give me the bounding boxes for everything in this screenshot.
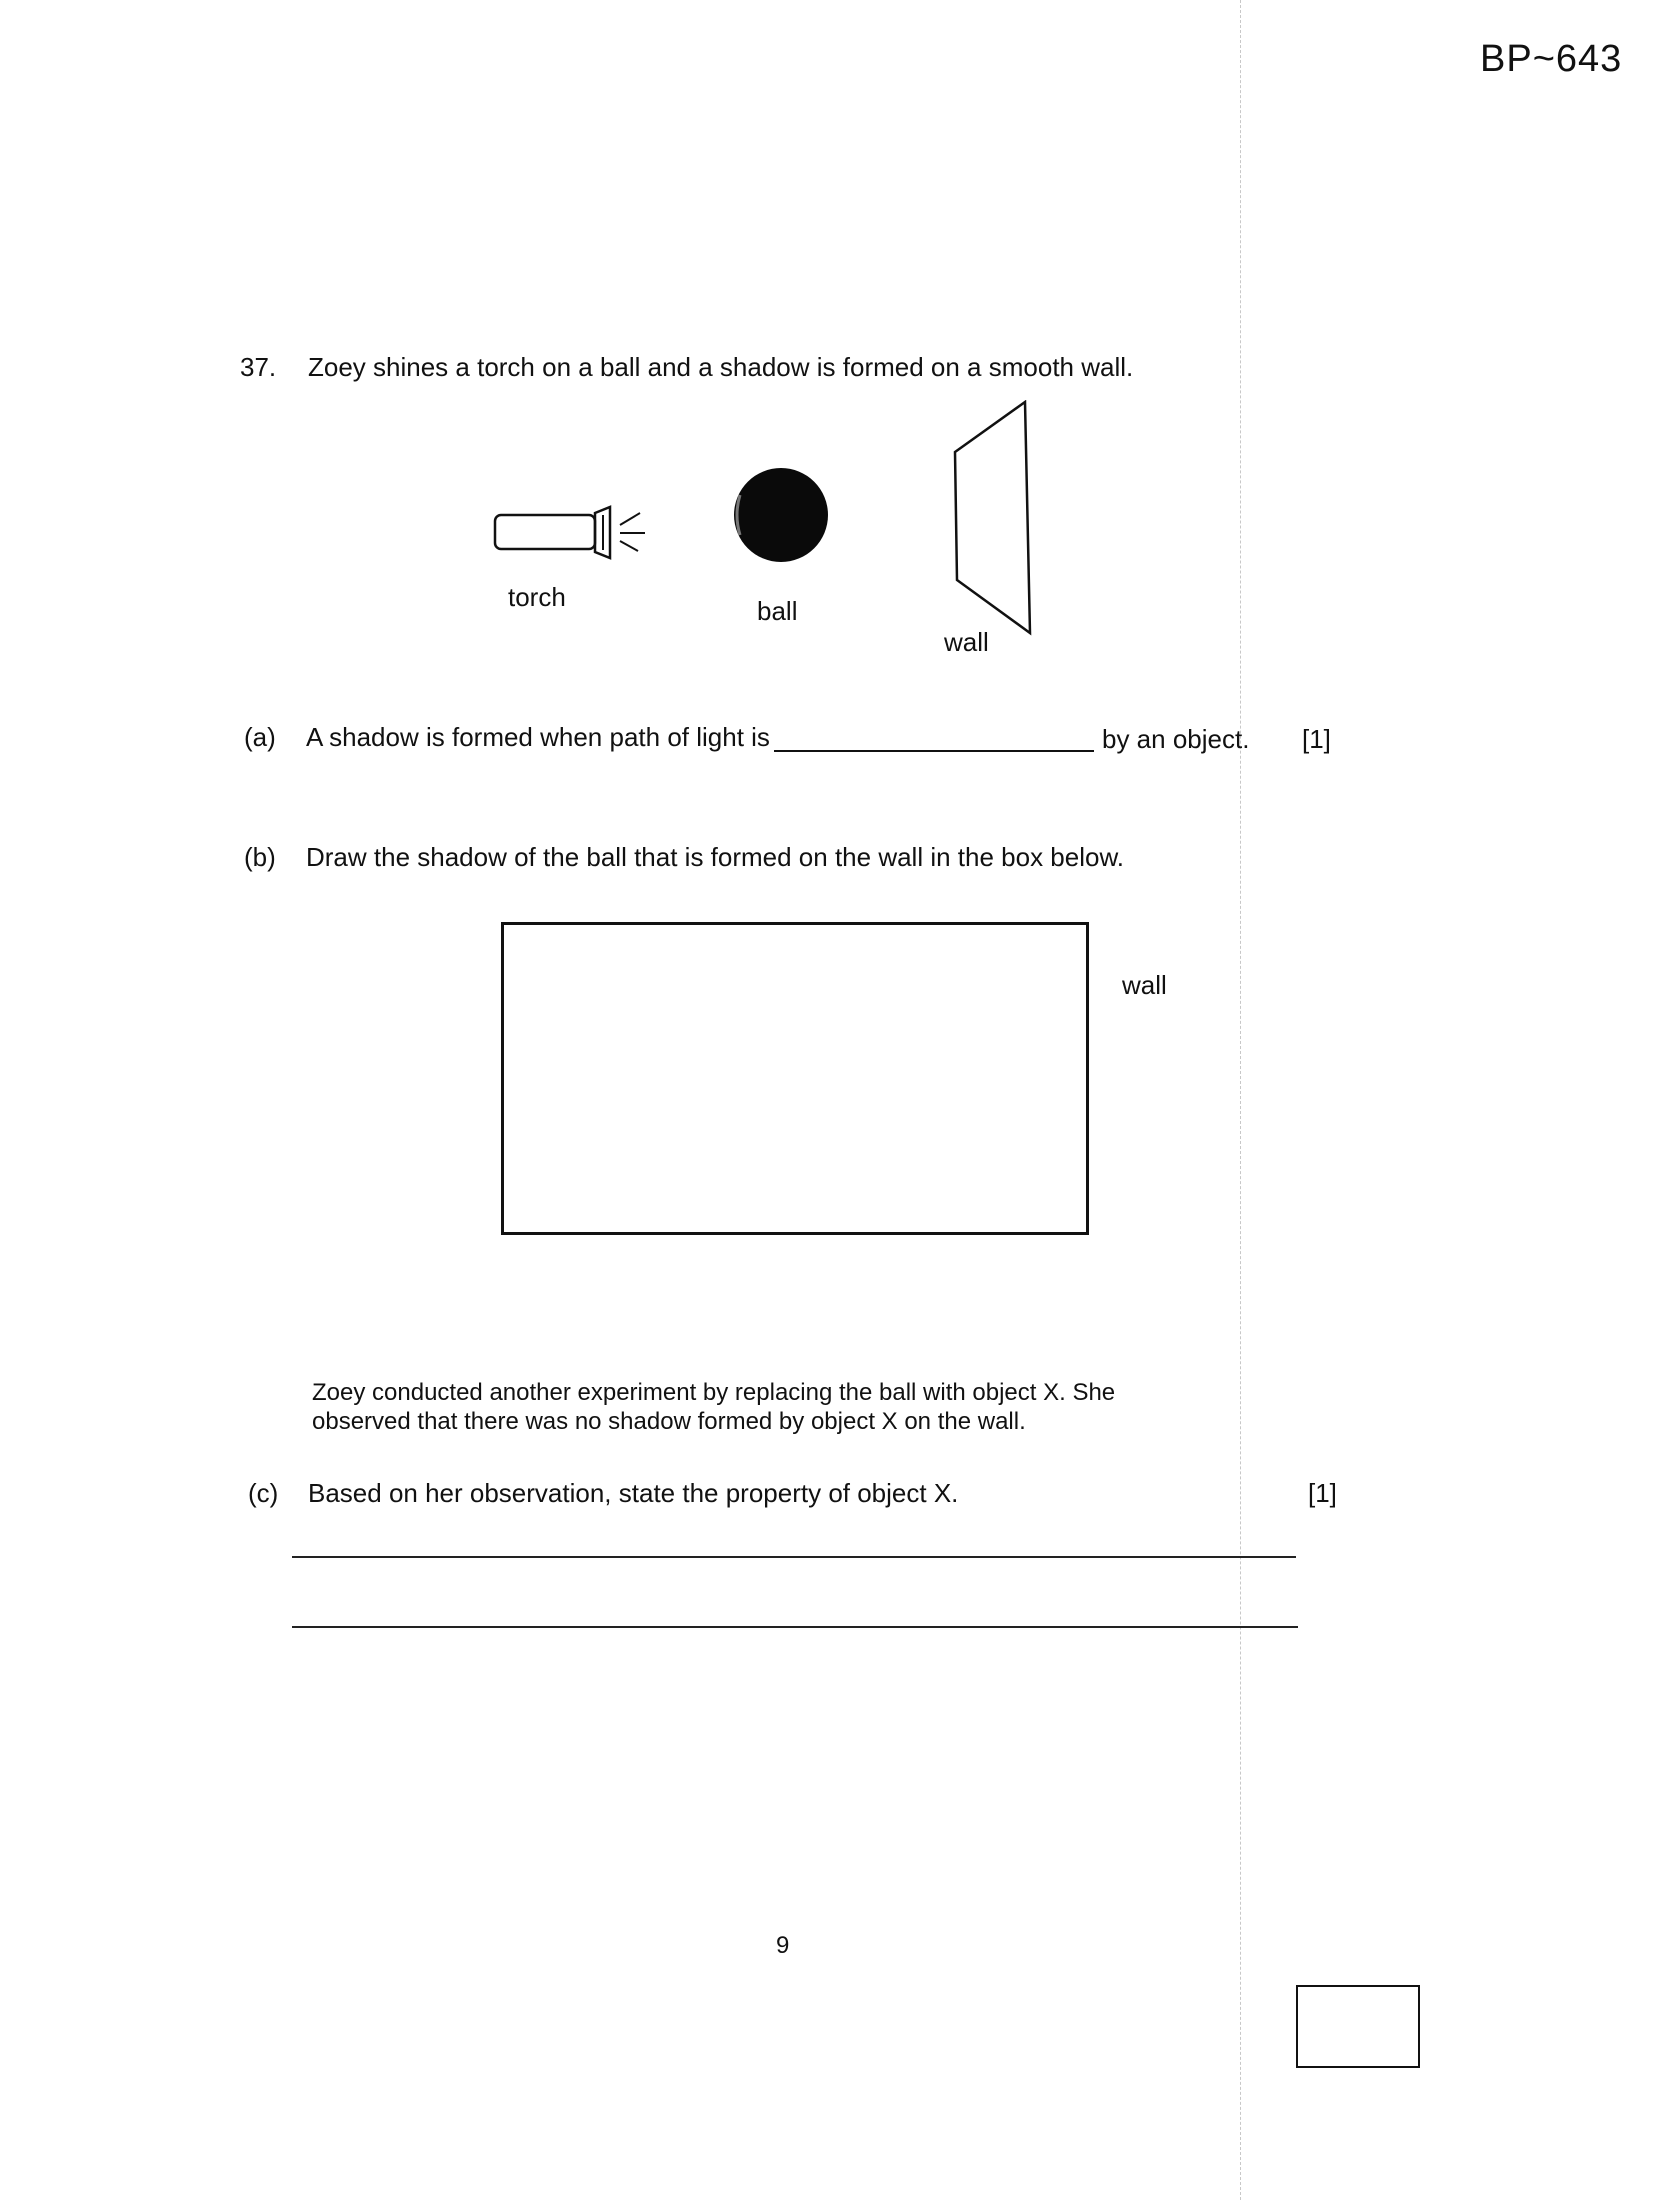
question-stem: Zoey shines a torch on a ball and a shadow is formed on a smooth wall. bbox=[308, 352, 1134, 382]
part-b-wall-label: wall bbox=[1122, 970, 1167, 1000]
torch-icon bbox=[495, 507, 645, 558]
part-c-letter: (c) bbox=[248, 1478, 279, 1508]
paper-code: BP~643 bbox=[1480, 38, 1623, 80]
ball-icon bbox=[734, 468, 828, 562]
wall-label: wall bbox=[944, 627, 989, 657]
part-a-text-before: A shadow is formed when path of light is bbox=[306, 722, 770, 752]
part-c-marks: [1] bbox=[1308, 1478, 1337, 1508]
margin-fold-line bbox=[1240, 0, 1241, 2200]
score-box[interactable] bbox=[1296, 1985, 1420, 2068]
question-number: 37. bbox=[240, 352, 277, 382]
part-a-text-after: by an object. bbox=[1102, 724, 1250, 754]
part-c-text: Based on her observation, state the property of object X. bbox=[308, 1478, 959, 1508]
observation-paragraph: Zoey conducted another experiment by replacing the ball with object X. She observed that there was no shadow formed by object X on the wall. bbox=[312, 1379, 1116, 1435]
part-b-text: Draw the shadow of the ball that is formed on the wall in the box below. bbox=[306, 842, 1125, 872]
wall-icon bbox=[955, 402, 1030, 633]
shadow-drawing-box[interactable] bbox=[501, 922, 1089, 1235]
page-number: 9 bbox=[776, 1932, 790, 1959]
part-a-marks: [1] bbox=[1302, 724, 1331, 754]
part-c-answer-line-2[interactable] bbox=[292, 1626, 1298, 1628]
part-a-answer-blank[interactable] bbox=[774, 750, 1094, 752]
ball-label: ball bbox=[757, 596, 798, 626]
part-a-letter: (a) bbox=[244, 722, 276, 752]
torch-label: torch bbox=[508, 582, 566, 612]
part-b-letter: (b) bbox=[244, 842, 276, 872]
part-c-answer-line-1[interactable] bbox=[292, 1556, 1296, 1558]
